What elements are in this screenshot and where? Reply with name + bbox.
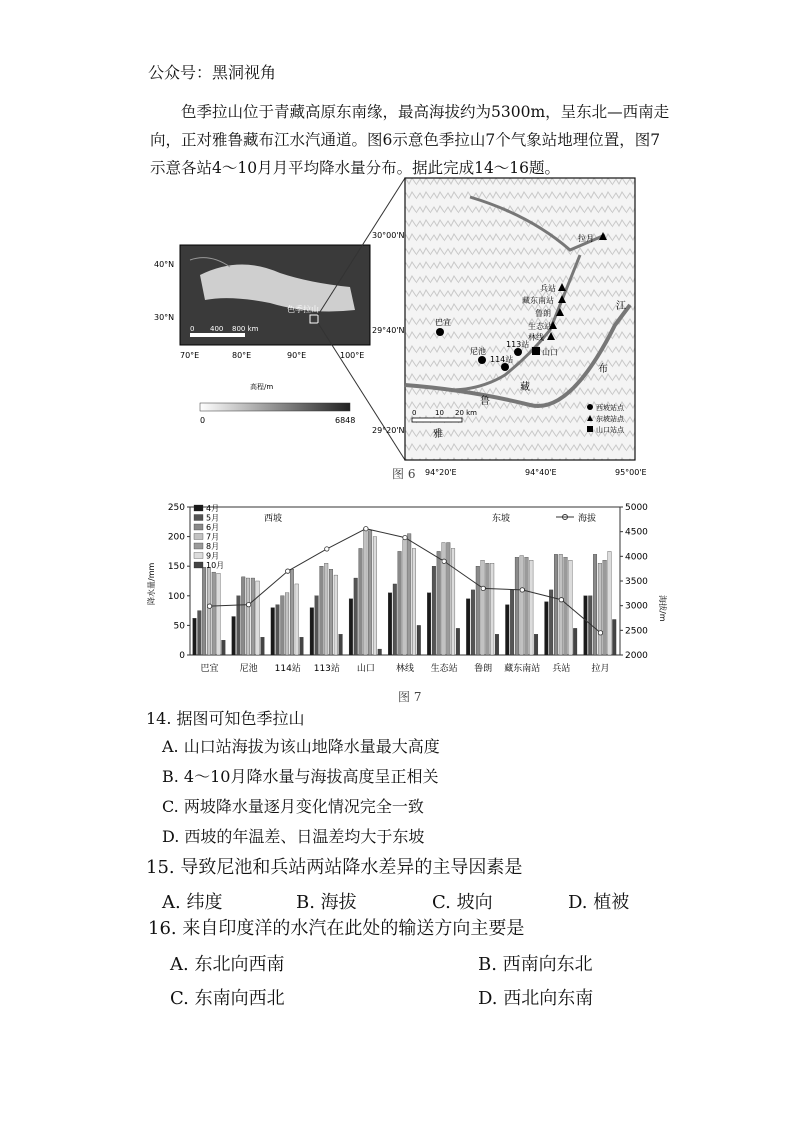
- q15-option-c[interactable]: C. 坡向: [432, 892, 493, 913]
- q14-stem: 14. 据图可知色季拉山: [146, 709, 305, 728]
- elev-title: 高程/m: [250, 383, 274, 391]
- precip-bar: [564, 557, 568, 655]
- inset-scale-2: 800 km: [232, 325, 259, 333]
- precip-bar: [368, 531, 372, 655]
- precip-bar: [456, 628, 460, 655]
- altitude-point: [403, 535, 407, 539]
- y-left-tick-label: 100: [167, 591, 185, 602]
- precip-bar: [393, 584, 397, 655]
- station-label-lulang: 鲁朗: [535, 309, 551, 318]
- precip-bar: [446, 543, 450, 655]
- altitude-point: [246, 602, 250, 606]
- precip-bar: [476, 566, 480, 655]
- map-scale-10: 10: [435, 409, 444, 417]
- east-slope-label: 东坡: [492, 514, 511, 524]
- inset-lon-100: 100°E: [340, 351, 365, 360]
- q15-option-b[interactable]: B. 海拔: [296, 892, 357, 913]
- precip-bar: [573, 628, 577, 655]
- month-legend-label: 10月: [206, 561, 225, 570]
- precip-bar: [276, 605, 280, 655]
- precip-bar: [510, 590, 514, 655]
- precip-bar: [505, 605, 509, 655]
- precip-bar: [285, 593, 289, 655]
- inset-lat-40: 40°N: [154, 260, 175, 269]
- x-tick-label: 巴宜: [200, 664, 219, 674]
- legend-pass-label: 山口站点: [596, 426, 624, 434]
- precip-bar: [202, 567, 206, 655]
- station-label-shengtai: 生态站: [528, 322, 552, 331]
- precip-bar: [398, 551, 402, 655]
- precip-bar: [271, 608, 275, 655]
- elevation-colorbar: [200, 403, 350, 411]
- altitude-point: [598, 631, 602, 635]
- precip-bar: [310, 608, 314, 655]
- precip-bar: [525, 557, 529, 655]
- altitude-point: [207, 604, 211, 608]
- q16-option-d[interactable]: D. 西北向东南: [478, 988, 594, 1009]
- altitude-point: [559, 598, 563, 602]
- precip-bar: [554, 554, 558, 655]
- figure-6-caption: 图 6: [392, 467, 416, 481]
- station-label-113: 113站: [506, 340, 530, 349]
- precip-bar: [559, 554, 563, 655]
- precip-bar: [545, 602, 549, 655]
- figure-6-map: [150, 175, 670, 485]
- precip-bar: [320, 566, 324, 655]
- precip-bar: [349, 599, 353, 655]
- precip-bar: [212, 572, 216, 655]
- intro-paragraph: 色季拉山位于青藏高原东南缘，最高海拔约为5300m，呈东北—西南走向，正对雅鲁藏布江水汽通道。图6示意色季拉山7个气象站地理位置，图7示意各站4～10月月平均降水量分布。据此完成14～16题。: [150, 103, 670, 177]
- y-right-tick-label: 3000: [625, 601, 648, 612]
- precip-bar: [198, 611, 202, 655]
- y-right-tick-label: 2500: [625, 626, 648, 637]
- x-tick-label: 藏东南站: [504, 664, 541, 674]
- month-legend-label: 5月: [206, 513, 220, 523]
- precip-bar: [593, 554, 597, 655]
- precip-bar: [251, 578, 255, 655]
- precip-bar: [359, 548, 363, 655]
- inset-place-label: 色季拉山: [287, 305, 319, 314]
- x-tick-label: 生态站: [430, 664, 458, 674]
- inset-lon-90: 90°E: [287, 351, 307, 360]
- q16-option-b[interactable]: B. 西南向东北: [478, 954, 593, 975]
- legend-east-label: 东坡站点: [596, 415, 624, 423]
- q15-option-a[interactable]: A. 纬度: [162, 892, 223, 913]
- precip-bar: [534, 634, 538, 655]
- station-marker-113: [514, 348, 522, 356]
- river-char-5: 雅: [433, 429, 443, 440]
- x-tick-label: 拉月: [591, 664, 610, 674]
- y-right-tick-label: 4000: [625, 552, 648, 563]
- q14-option-b[interactable]: B. 4～10月降水量与海拔高度呈正相关: [162, 767, 439, 786]
- station-marker-114: [501, 363, 509, 371]
- precip-bar: [412, 548, 416, 655]
- precip-bar: [378, 649, 382, 655]
- figure-7-chart: [140, 495, 670, 685]
- account-header: 公众号：黑洞视角: [148, 63, 277, 82]
- precip-bar: [490, 563, 494, 655]
- precip-bar: [261, 637, 265, 655]
- precip-bar: [437, 551, 441, 655]
- altitude-point: [442, 559, 446, 563]
- month-legend-label: 9月: [206, 551, 220, 561]
- month-legend-swatch: [194, 534, 203, 540]
- precip-bar: [466, 599, 470, 655]
- y-right-tick-label: 3500: [625, 577, 648, 587]
- precip-bar: [481, 560, 485, 655]
- map-lon-94-40: 94°40'E: [525, 468, 557, 477]
- elev-min: 0: [200, 416, 206, 425]
- precip-bar: [520, 556, 524, 655]
- y-axis-left-label: 降水量/mm: [147, 562, 156, 605]
- precip-bar: [217, 573, 221, 655]
- y-right-tick-label: 5000: [625, 503, 648, 513]
- legend-west-label: 西坡站点: [596, 404, 624, 412]
- precip-bar: [612, 619, 616, 655]
- q15-option-d[interactable]: D. 植被: [568, 892, 630, 913]
- y-left-tick-label: 250: [167, 503, 185, 513]
- precip-bar: [451, 548, 455, 655]
- altitude-point: [520, 588, 524, 592]
- elev-max: 6848: [335, 416, 356, 425]
- q16-option-c[interactable]: C. 东南向西北: [170, 988, 285, 1009]
- map-lat-29-20: 29°20'N: [372, 426, 405, 435]
- precip-bar: [339, 634, 343, 655]
- precip-bar: [295, 584, 299, 655]
- q16-stem: 16. 来自印度洋的水汽在此处的输送方向主要是: [148, 918, 525, 939]
- q15-stem: 15. 导致尼池和兵站两站降水差异的主导因素是: [146, 857, 523, 878]
- legend-west-marker: [587, 404, 593, 410]
- river-char-4: 鲁: [480, 396, 490, 407]
- q14-option-d[interactable]: D. 西坡的年温差、日温差均大于东坡: [162, 827, 425, 846]
- precip-bar: [432, 566, 436, 655]
- inset-lon-70: 70°E: [180, 351, 200, 360]
- station-label-zangdongnan: 藏东南站: [522, 296, 554, 305]
- altitude-point: [364, 527, 368, 531]
- precip-bar: [407, 534, 411, 655]
- y-right-tick-label: 4500: [625, 527, 648, 538]
- inset-lon-80: 80°E: [232, 351, 252, 360]
- precip-bar: [207, 567, 211, 655]
- precip-bar: [290, 569, 294, 655]
- month-legend-label: 8月: [206, 542, 220, 551]
- station-marker-shankou: [532, 347, 540, 355]
- month-legend-swatch: [194, 562, 203, 568]
- month-legend-label: 6月: [206, 523, 220, 532]
- precip-bar: [529, 560, 533, 655]
- station-label-linxian: 林线: [528, 333, 544, 342]
- q14-option-c[interactable]: C. 两坡降水量逐月变化情况完全一致: [162, 797, 424, 816]
- precip-bar: [232, 617, 236, 655]
- precip-bar: [256, 581, 260, 655]
- altitude-point: [286, 569, 290, 573]
- month-legend-swatch: [194, 505, 203, 511]
- precip-bar: [354, 578, 358, 655]
- month-legend-swatch: [194, 524, 203, 530]
- precip-bar: [598, 563, 602, 655]
- map-scale-0: 0: [412, 409, 417, 417]
- x-tick-label: 林线: [395, 664, 415, 674]
- map-lat-30-00: 30°00'N: [372, 231, 405, 240]
- river-char-2: 布: [598, 364, 608, 375]
- inset-scale-1: 400: [210, 325, 224, 333]
- precip-bar: [300, 637, 304, 655]
- river-char-1: 江: [616, 301, 626, 312]
- station-label-nichi: 尼池: [470, 347, 486, 356]
- precip-bar: [388, 593, 392, 655]
- precip-bar: [515, 557, 519, 655]
- legend-pass-marker: [587, 426, 593, 432]
- map-lon-94-20: 94°20'E: [425, 468, 457, 477]
- map-scale-20: 20 km: [455, 409, 478, 417]
- precip-bar: [417, 625, 421, 655]
- station-label-layue: 拉月: [578, 234, 594, 243]
- precip-bar: [315, 596, 319, 655]
- y-left-tick-label: 50: [173, 621, 185, 632]
- precip-bar: [373, 537, 377, 655]
- station-label-114: 114站: [490, 355, 514, 364]
- alt-legend-label: 海拔: [578, 514, 597, 524]
- figure-7-caption: 图 7: [398, 690, 422, 704]
- station-label-bayi: 巴宜: [435, 318, 451, 327]
- precip-bar: [241, 577, 245, 655]
- month-legend-swatch: [194, 553, 203, 559]
- altitude-point: [481, 586, 485, 590]
- x-tick-label: 113站: [313, 664, 340, 674]
- y-axis-right-label: 海拔/m: [658, 595, 667, 622]
- inset-scale-0: 0: [190, 325, 195, 333]
- station-marker-bayi: [436, 328, 444, 336]
- inset-lat-30: 30°N: [154, 313, 175, 322]
- precip-bar: [471, 590, 475, 655]
- precip-bar: [403, 540, 407, 655]
- precip-bar: [334, 575, 338, 655]
- map-lon-95-00: 95°00'E: [615, 468, 647, 477]
- precip-bar: [486, 563, 490, 655]
- month-legend-swatch: [194, 543, 203, 549]
- map-lat-29-40: 29°40'N: [372, 326, 405, 335]
- month-legend-label: 4月: [206, 504, 220, 513]
- x-tick-label: 鲁朗: [474, 664, 493, 674]
- month-legend-label: 7月: [206, 532, 220, 542]
- precip-bar: [222, 640, 226, 655]
- q14-option-a[interactable]: A. 山口站海拔为该山地降水量最大高度: [162, 737, 440, 756]
- y-left-tick-label: 200: [167, 532, 185, 543]
- precip-bar: [246, 578, 250, 655]
- precip-bar: [608, 551, 612, 655]
- x-tick-label: 尼池: [239, 664, 258, 674]
- station-label-bingzhan: 兵站: [540, 284, 556, 293]
- y-right-tick-label: 2000: [625, 651, 648, 661]
- precip-bar: [427, 593, 431, 655]
- x-tick-label: 114站: [274, 664, 301, 674]
- map-scale-bar: [412, 418, 462, 422]
- station-label-shankou: 山口: [542, 348, 558, 357]
- precip-bar: [603, 560, 607, 655]
- precip-bar: [193, 618, 197, 655]
- precip-bar: [549, 590, 553, 655]
- y-left-tick-label: 0: [179, 651, 185, 661]
- q16-option-a[interactable]: A. 东北向西南: [170, 954, 285, 975]
- station-marker-nichi: [478, 356, 486, 364]
- precip-bar: [495, 634, 499, 655]
- y-left-tick-label: 150: [167, 562, 185, 573]
- precip-bar: [324, 563, 328, 655]
- x-tick-label: 兵站: [552, 664, 571, 674]
- altitude-point: [325, 547, 329, 551]
- river-char-3: 藏: [520, 382, 530, 393]
- precip-bar: [329, 569, 333, 655]
- month-legend-swatch: [194, 515, 203, 521]
- precip-bar: [584, 596, 588, 655]
- precip-bar: [281, 596, 285, 655]
- precip-bar: [364, 528, 368, 655]
- west-slope-label: 西坡: [264, 514, 283, 524]
- x-tick-label: 山口: [356, 664, 375, 674]
